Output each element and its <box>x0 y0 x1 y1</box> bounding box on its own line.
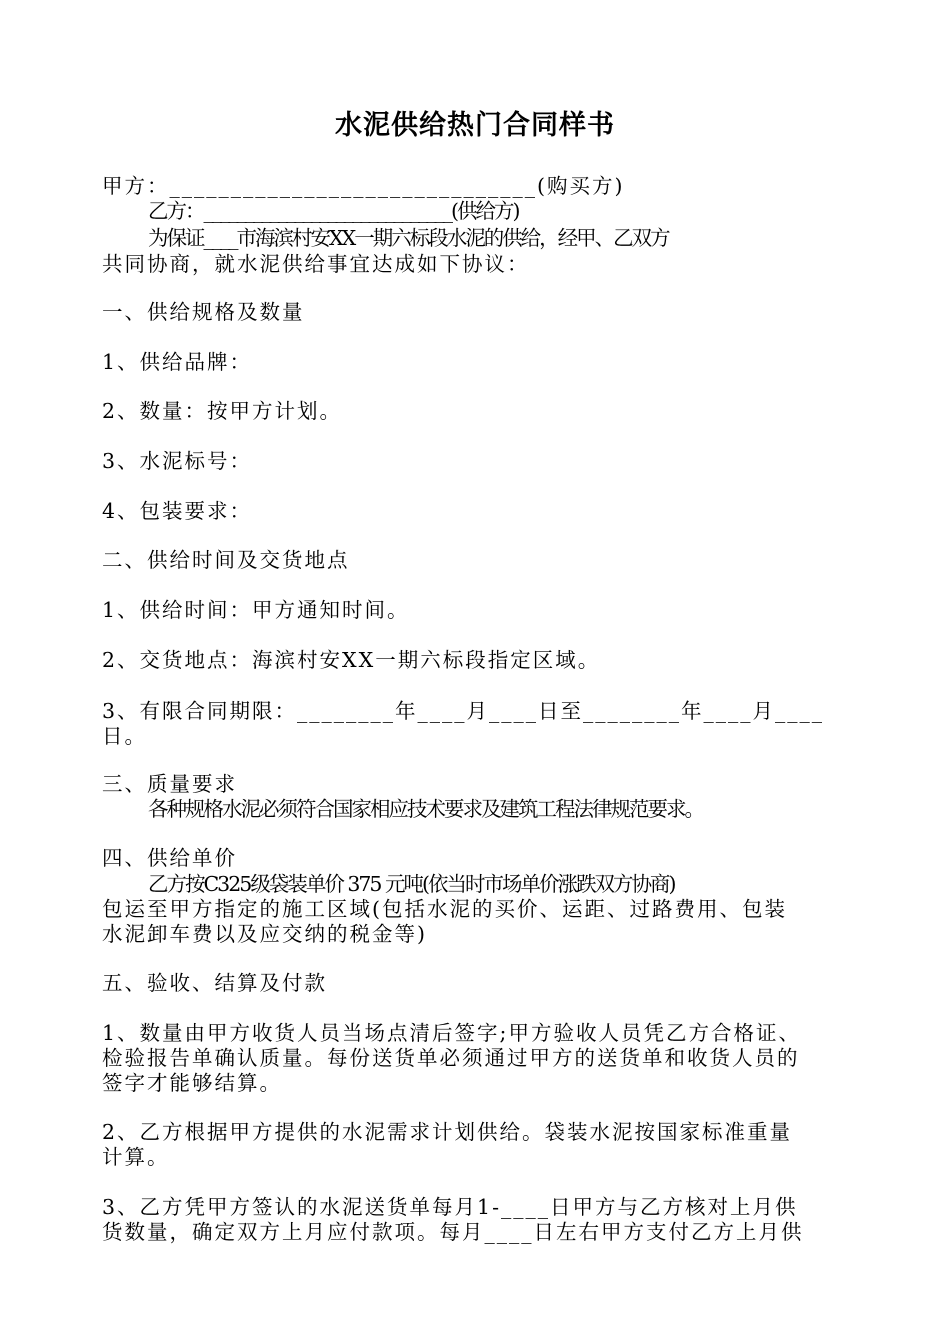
section-1-item-2: 2、数量：按甲方计划。 <box>102 399 343 423</box>
section-1-item-3: 3、水泥标号： <box>102 449 253 473</box>
section-5-item-3-line-2: 货数量，确定双方上月应付款项。每月____日左右甲方支付乙方上月供 <box>102 1220 804 1244</box>
section-5-item-1-line-1: 1、数量由甲方收货人员当场点清后签字;甲方验收人员凭乙方合格证、 <box>102 1021 801 1045</box>
section-2-item-1: 1、供给时间：甲方通知时间。 <box>102 598 410 622</box>
section-5-item-2-line-1: 2、乙方根据甲方提供的水泥需求计划供给。袋装水泥按国家标准重量 <box>102 1120 793 1144</box>
section-2-item-3-line-1: 3、有限合同期限：________年____月____日至________年____月____ <box>102 699 825 723</box>
section-5-item-1-line-2: 检验报告单确认质量。每份送货单必须通过甲方的送货单和收货人员的 <box>102 1046 800 1070</box>
party-b-line: 乙方：______________________________(供给方) <box>148 199 519 223</box>
section-2-item-3-line-2: 日。 <box>102 724 147 748</box>
section-3-body: 各种规格水泥必须符合国家相应技术要求及建筑工程法律规范要求。 <box>148 797 703 821</box>
section-5-item-3-line-1: 3、乙方凭甲方签认的水泥送货单每月1-____日甲方与乙方核对上月供 <box>102 1195 798 1219</box>
section-4-body-line-2: 包运至甲方指定的施工区域(包括水泥的买价、运距、过路费用、包装 <box>102 897 787 921</box>
section-1-item-4: 4、包装要求： <box>102 499 253 523</box>
section-1-item-1: 1、供给品牌： <box>102 350 253 374</box>
section-4-body-line-1: 乙方按C325级袋装单价 375 元吨(依当时市场单价涨跌双方协商) <box>148 872 675 896</box>
party-a-line: 甲方：______________________________(购买方) <box>102 174 625 198</box>
section-4-heading: 四、供给单价 <box>102 846 237 870</box>
section-5-heading: 五、验收、结算及付款 <box>102 971 327 995</box>
document-title: 水泥供给热门合同样书 <box>335 110 615 141</box>
section-5-item-2-line-2: 计算。 <box>102 1145 170 1169</box>
preamble-line-2: 共同协商，就水泥供给事宜达成如下协议： <box>102 252 530 276</box>
section-2-heading: 二、供给时间及交货地点 <box>102 548 350 572</box>
section-5-item-1-line-3: 签字才能够结算。 <box>102 1071 282 1095</box>
preamble-line-1: 为保证____市海滨村安XX一期六标段水泥的供给，经甲、乙双方 <box>148 226 669 250</box>
section-1-heading: 一、供给规格及数量 <box>102 300 305 324</box>
section-3-heading: 三、质量要求 <box>102 772 237 796</box>
section-2-item-2: 2、交货地点：海滨村安XX一期六标段指定区域。 <box>102 648 601 672</box>
section-4-body-line-3: 水泥卸车费以及应交纳的税金等) <box>102 922 427 946</box>
